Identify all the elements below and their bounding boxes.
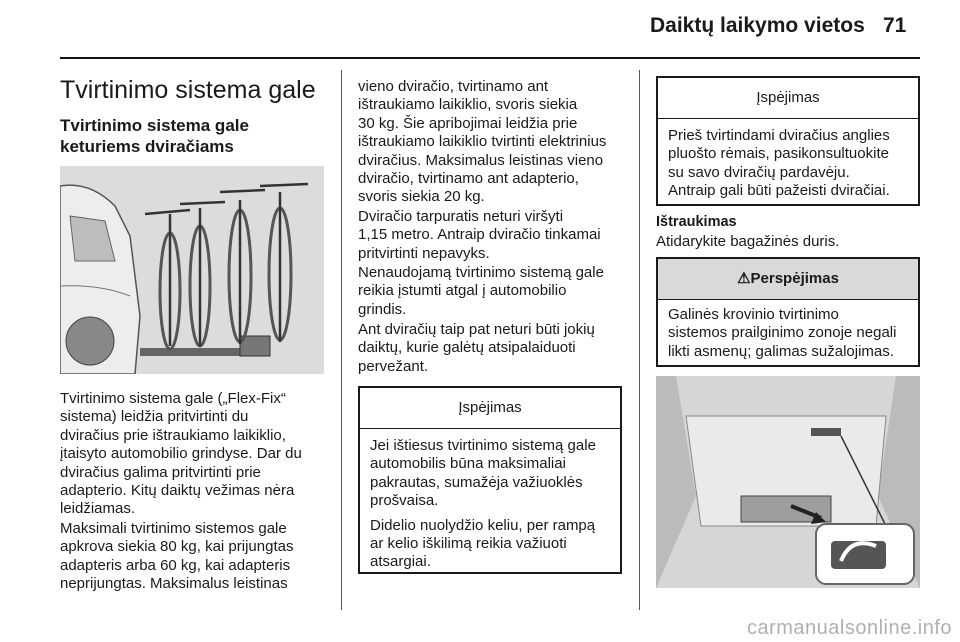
text-line: dviračius galima pritvirtinti prie xyxy=(60,463,261,481)
text-line: grindis. xyxy=(358,300,407,318)
text-line: automobilis būna maksimaliai xyxy=(370,455,566,473)
text-line: Didelio nuolydžio keliu, per rampą xyxy=(370,516,596,534)
text-line: įtaisyto automobilio grindyse. Dar du xyxy=(60,445,302,463)
trunk-handle-drawing xyxy=(656,376,920,588)
trunk-handle-illustration xyxy=(656,376,920,588)
text-line: Tvirtinimo sistema gale („Flex-Fix“ xyxy=(60,390,286,407)
weight-limits-continued xyxy=(358,78,606,207)
subheading-line: Tvirtinimo sistema gale xyxy=(60,116,249,135)
notice-text xyxy=(668,127,908,201)
extraction-heading: Ištraukimas xyxy=(656,214,737,230)
subsection-heading xyxy=(60,115,330,157)
text-line: neprijungtas. Maksimalus leistinas xyxy=(60,575,288,593)
running-header-title: Daiktų laikymo vietos xyxy=(650,14,865,37)
text-line: dviračius. Maksimalus leistinas vieno xyxy=(358,151,604,169)
watermark: carmanualsonline.info xyxy=(746,617,952,639)
warning-box-injury xyxy=(656,257,920,367)
column-divider-2 xyxy=(639,70,640,610)
text-line: reikia įstumti atgal į automobilio xyxy=(358,282,567,300)
text-line: Galinės krovinio tvirtinimo xyxy=(668,306,839,323)
text-line: Antraip gali būti pažeisti dviračiai. xyxy=(668,182,890,200)
text-line: dviračio, tvirtinamo ant adapterio, xyxy=(358,170,579,188)
notice-title: Įspėjimas xyxy=(360,388,620,429)
text-line: prošvaisa. xyxy=(370,492,439,510)
text-line: adapteris arba 60 kg, kai adapteris xyxy=(60,556,291,574)
text-line: leidžiamas. xyxy=(60,500,136,518)
text-line: Maksimali tvirtinimo sistemos gale xyxy=(60,520,287,537)
text-line: ištraukiamo laikiklio, svoris siekia xyxy=(358,96,578,114)
text-line: adapterio. Kitų daiktų vežimas nėra xyxy=(60,482,295,500)
column-divider-1 xyxy=(341,70,342,610)
header-rule xyxy=(60,57,920,59)
notice-text xyxy=(370,437,610,511)
text-line: Prieš tvirtindami dviračius anglies xyxy=(668,127,890,144)
bike-carrier-illustration xyxy=(60,166,324,374)
wheelbase-paragraph xyxy=(358,208,601,263)
text-line: likti asmenų; galimas sužalojimas. xyxy=(668,342,894,360)
text-line: 30 kg. Šie apribojimai leidžia prie xyxy=(358,114,578,132)
warning-triangle-icon: ⚠ xyxy=(737,270,751,287)
text-line: ištraukiamo laikiklio tvirtinti elektrinius xyxy=(358,133,607,151)
notice-box-ground-clearance xyxy=(358,386,622,574)
subheading-line: keturiems dviračiams xyxy=(60,137,234,156)
bike-carrier-drawing xyxy=(60,166,324,374)
text-line: atsargiai. xyxy=(370,553,431,571)
text-line: apkrova siekia 80 kg, kai prijungtas xyxy=(60,538,294,556)
warning-title-bar xyxy=(658,259,918,300)
flexfix-description xyxy=(60,390,302,519)
loose-items-paragraph xyxy=(358,321,595,376)
page-number: 71 xyxy=(883,14,907,37)
text-line: daiktų, kurie galėtų atsipalaiduoti xyxy=(358,339,576,357)
text-line: pluošto rėmais, pasikonsultuokite xyxy=(668,145,889,163)
text-line: Nenaudojamą tvirtinimo sistemą gale xyxy=(358,264,604,281)
extraction-instruction: Atidarykite bagažinės duris. xyxy=(656,233,840,250)
text-line: Jei ištiesus tvirtinimo sistemą gale xyxy=(370,437,596,454)
retract-paragraph xyxy=(358,264,604,319)
text-line: svoris siekia 20 kg. xyxy=(358,188,485,206)
text-line: sistema) leidžia pritvirtinti du xyxy=(60,408,249,426)
text-line: pakrautas, sumažėja važiuoklės xyxy=(370,473,583,491)
notice-text xyxy=(370,517,610,572)
text-line: vieno dviračio, tvirtinamo ant xyxy=(358,78,549,95)
notice-box-carbon-frames xyxy=(656,76,920,206)
text-line: ar kelio iškilimą reikia važiuoti xyxy=(370,535,567,553)
warning-title: Perspėjimas xyxy=(750,270,839,287)
text-line: 1,15 metro. Antraip dviračio tinkamai xyxy=(358,226,601,244)
text-line: pervežant. xyxy=(358,357,429,375)
load-limits-paragraph xyxy=(60,520,293,594)
text-line: pritvirtinti nepavyks. xyxy=(358,244,490,262)
text-line: sistemos prailginimo zonoje negali xyxy=(668,324,897,342)
section-heading: Tvirtinimo sistema gale xyxy=(60,76,316,104)
text-line: dviračius prie ištraukiamo laikiklio, xyxy=(60,426,286,444)
notice-title: Įspėjimas xyxy=(658,78,918,119)
text-line: Ant dviračių taip pat neturi būti jokių xyxy=(358,321,595,338)
text-line: su savo dviračių pardavėju. xyxy=(668,163,850,181)
text-line: Dviračio tarpuratis neturi viršyti xyxy=(358,208,564,225)
warning-text xyxy=(668,306,908,361)
